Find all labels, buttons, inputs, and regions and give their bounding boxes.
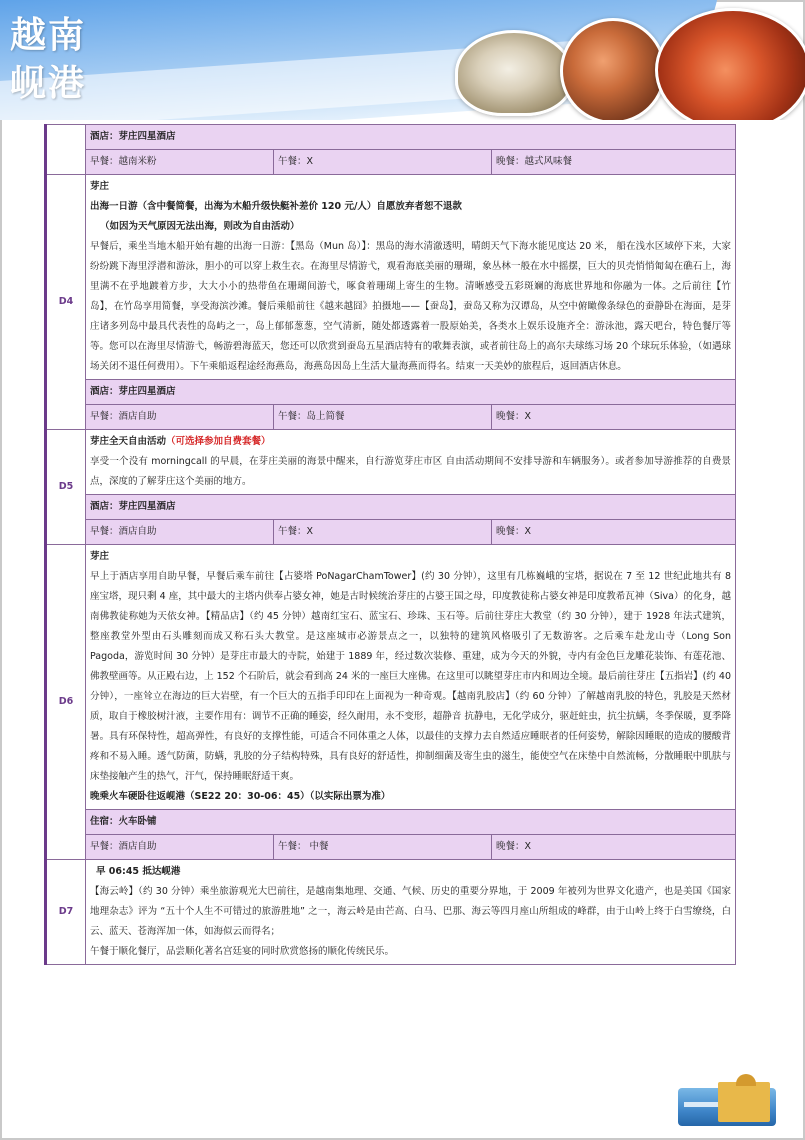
day-cell-blank	[46, 125, 86, 175]
footer-illustration	[678, 1078, 776, 1126]
day-row-d7	[46, 860, 736, 965]
day-row-d5	[46, 430, 736, 495]
dish-photo	[560, 18, 666, 120]
day-description: 早餐后，乘坐当地木船开始有趣的出海一日游：【黑岛（Mun 岛）】：黑岛的海水清澈透明，晴朗天气下海水能见度达 20 米， 船在浅水区域停下来，大家纷纷跳下海里浮潜和游泳，胆小的可以穿上救生衣。在海里尽情游弋，观看海底美丽的珊瑚，象丛林一般在水中摇摆，巨大的贝壳悄悄匍匐在礁石上，海里满不在乎地踱着方步，大大小小的热带鱼在珊瑚间游弋，啄食着珊瑚上寄生的生物。清晰感受五彩斑斓的海底世界地和你融为一体。之后前往【竹岛】，在竹岛享用简餐，享受海滨沙滩。餐后乘船前往《越来越囧》拍摄地——【蚕岛】，蚕岛又称为汉谭岛，从空中俯瞰像条绿色的蚕静卧在海面，是芽庄诸多列岛中最具代表性的岛屿之一，岛上郁郁葱葱，空气清新，随处都透露着一股原始美，各类水上娱乐设施齐全：游泳池，露天吧台，特色餐厅等等。您可以在海里尽情游弋，畅游碧海蓝天，您还可以欣赏到蚕岛五星酒店特有的歌舞表演，或者前往岛上的高尔夫球练习场 20 个球玩乐体验，（如遇球场关闭不退任何费用）。下午乘船返程途经海燕岛，海燕岛因岛上生活大量海燕而得名。结束一天美妙的旅程后，返回酒店休息。	[90, 241, 732, 372]
dinner-cell: 晚餐：X	[492, 520, 736, 545]
breakfast-cell: 早餐：酒店自助	[86, 520, 274, 545]
hotel-row	[46, 495, 736, 520]
dinner-cell: 晚餐：X	[492, 835, 736, 860]
header-banner	[0, 0, 805, 120]
day-content	[86, 175, 736, 380]
meal-row	[46, 150, 736, 175]
meal-row	[46, 405, 736, 430]
meal-row	[46, 520, 736, 545]
day-content	[86, 430, 736, 495]
lunch-cell: 午餐： 中餐	[274, 835, 492, 860]
lunch-cell: 午餐：X	[274, 520, 492, 545]
seafood-photo	[655, 8, 805, 120]
lunch-cell: 午餐：X	[274, 150, 492, 175]
hotel-row	[46, 810, 736, 835]
hotel-cell: 酒店：芽庄四星酒店	[86, 380, 736, 405]
oyster-photo	[455, 30, 573, 116]
city-name: 芽庄	[90, 181, 110, 192]
excursion-title: 出海一日游（含中餐简餐，出海为木船升级快艇补差价 120 元/人）自愿放弃者恕不退款	[90, 201, 462, 212]
lunch-cell: 午餐：岛上简餐	[274, 405, 492, 430]
hotel-row	[46, 380, 736, 405]
day-title-text: 芽庄全天自由活动	[90, 436, 167, 447]
meal-row	[46, 835, 736, 860]
day-row-d4	[46, 175, 736, 380]
title-line-1: 越南	[10, 15, 87, 56]
day-description: 【海云岭】（约 30 分钟）乘坐旅游观光大巴前往，是越南集地理、交通、气候、历史的重要分界地，于 2009 年被列为世界文化遗产，也是美国《国家地理杂志》评为 “五十个人生不可错过的旅游胜地” 之一，海云岭是由芒高、白马、巴那、海云等四月座山所组成的峰群，由于山岭上终于白雪缭绕，白云、蓝天、苍海浑加一体，如海似云而得名；	[90, 886, 732, 937]
day-label: D4	[46, 175, 86, 430]
weather-note: （如因为天气原因无法出海，则改为自由活动）	[100, 221, 300, 232]
hotel-cell: 酒店：芽庄四星酒店	[86, 495, 736, 520]
optional-package-note: （可选择参加自费套餐）	[166, 436, 271, 447]
hotel-cell: 酒店：芽庄四星酒店	[86, 125, 736, 150]
day-label: D7	[46, 860, 86, 965]
dinner-cell: 晚餐：越式风味餐	[492, 150, 736, 175]
title-line-2: 岘港	[10, 63, 87, 104]
breakfast-cell: 早餐：酒店自助	[86, 405, 274, 430]
itinerary-table	[44, 124, 736, 965]
train-note: 晚乘火车硬卧往返岘港（SE22 20：30-06：45）（以实际出票为准）	[90, 791, 391, 802]
building-graphic	[718, 1082, 770, 1122]
day-row-d6	[46, 545, 736, 810]
dinner-cell: 晚餐：X	[492, 405, 736, 430]
day-label: D6	[46, 545, 86, 860]
day-content	[86, 545, 736, 810]
page-title	[10, 12, 86, 108]
breakfast-cell: 早餐：越南米粉	[86, 150, 274, 175]
arrival-note: 早 06:45 抵达岘港	[96, 866, 181, 877]
city-name: 芽庄	[90, 551, 110, 562]
day-label: D5	[46, 430, 86, 545]
hotel-row	[46, 125, 736, 150]
lunch-description: 午餐于顺化餐厅，品尝顺化著名宫廷宴的同时欣赏悠扬的顺化传统民乐。	[90, 946, 395, 957]
day-title	[90, 432, 731, 452]
breakfast-cell: 早餐：酒店自助	[86, 835, 274, 860]
day-content	[86, 860, 736, 965]
day-description: 享受一个没有 morningcall 的早晨，在芽庄美丽的海景中醒来，自行游览芽庄市区 自由活动期间不安排导游和车辆服务）。或者参加导游推荐的自费景点，深度的了解芽庄这个美丽的地方。	[90, 456, 732, 487]
hotel-cell: 住宿：火车卧铺	[86, 810, 736, 835]
day-description: 早上于酒店享用自助早餐，早餐后乘车前往【占婆塔 PoNagarChamTower】(约 30 分钟），这里有几栋巍峨的宝塔，据说在 7 至 12 世纪此地共有 8 座宝塔，现只剩 4 座，其中最大的主塔内供奉占婆女神，她是古时候统治芽庄的占婆王国之母，印度教徒称占婆女神是印度教希瓦神（Siva）的化身，越南佛教徒称她为天依女神。【精品店】（约 45 分钟）越南红宝石、蓝宝石、珍珠、玉石等。后前往芽庄大教堂（约 30 分钟），建于 1928 年法式建筑，整座教堂外型由石头雕刻而成又称石头大教堂。是这座城市必游景点之一，以独特的建筑风格吸引了无数游客。之后乘车赴龙山寺（Long Son Pagoda，游览时间 30 分钟）是芽庄市最大的寺院，始建于 1889 年，经过数次装修、重建，成为今天的外貌，寺内有金色巨龙雕花装饰、有莲花池、佛教壁画等。从正殿右边，上 152 个石阶后，就会看到高 24 米的一座巨大座佛。在这里可以眺望芽庄市内和周边全境。最后前往芽庄【五指岩】(约 40 分钟），一座耸立在海边的巨大岩壁，有一个巨大的五指手印印在上面视为一种奇观。【越南乳胶店】（约 60 分钟）了解越南乳胶的特色，乳胶是天然材质，取自于橡胶树汁液，主要作用有：调节不正确的睡姿，经久耐用，永不变形，超静音 抗静电，无化学成分，驱赶蛀虫，抗尘抗螨，冬季保暖，夏季降暑。具有环保特性，超高弹性，有良好的支撑性能，可适合不同体重之人体，以最佳的支撑力去自然适应睡眠者的任何姿势，解除因睡眠的造成的腰酸背疼和不易入睡。透气防菌，防螨，乳胶的分子结构特殊，具有良好的舒适性，抑制细菌及寄生虫的滋生，能使空气在床垫中自然流畅，分散睡眠中肌肤与床垫接触产生的热气，汗气，保持睡眠舒适干爽。	[90, 571, 732, 782]
